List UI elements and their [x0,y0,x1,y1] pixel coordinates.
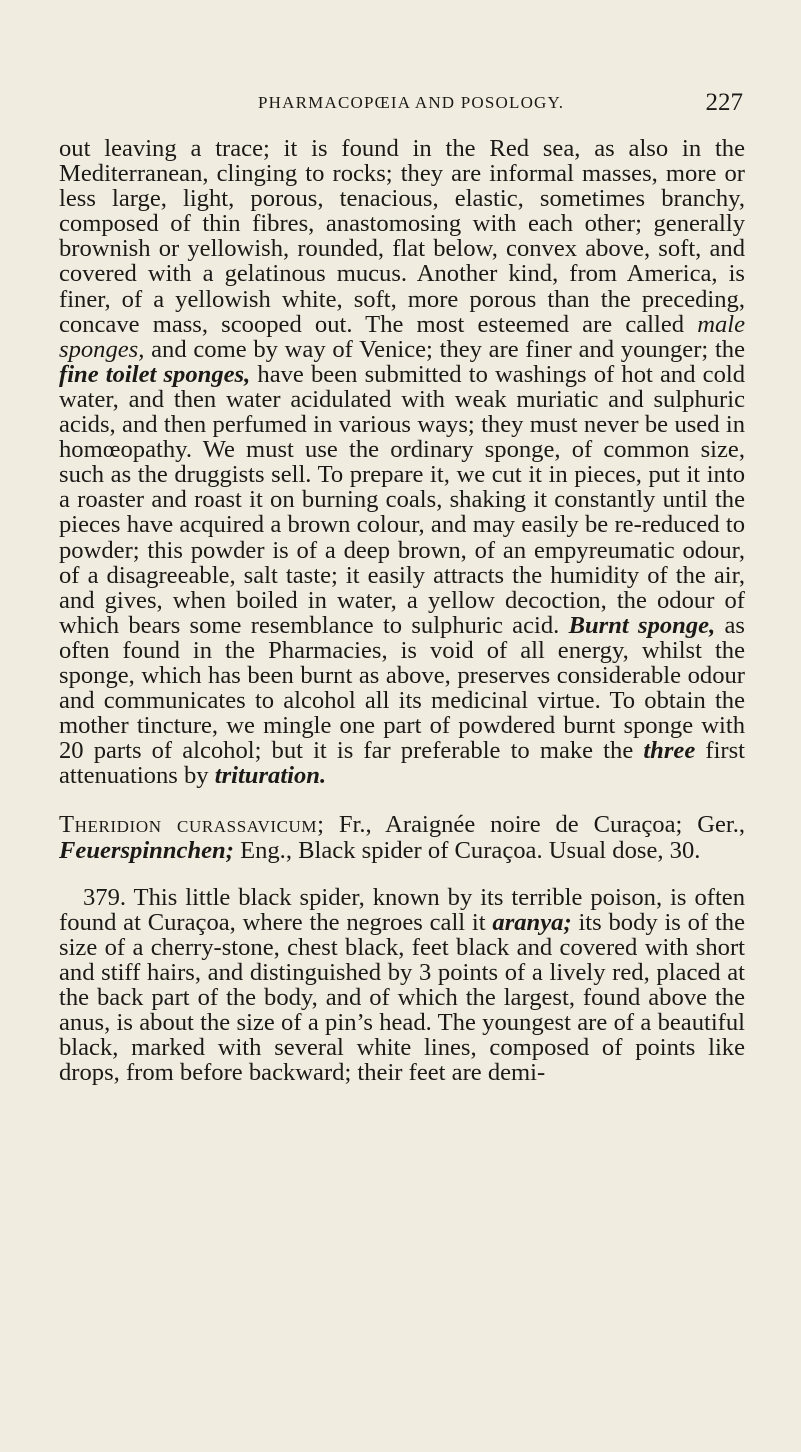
running-head [0,86,801,120]
italic-term: male sponges, [59,310,745,363]
text-run: out leaving a trace; it is found in the Red sea, as also in the Mediterranean, clinging to rocks; they are informal masses, more or less large, light, porous, tenacious, elastic, sometimes branchy, composed of thin fibres, anastomosing with each other; generally brownish or yellowish, rounded, flat below, convex above, soft, and covered with a gelatinous mucus. Another kind, from America, is finer, of a yellowish white, soft, more porous than the preceding, concave mass, scooped out. The most esteemed are called [59,135,745,338]
text-run: and come by way of Venice; they are finer and younger; the [144,335,745,363]
italic-term: Burnt sponge, [568,611,716,639]
text-run: first attenuations by [59,737,745,790]
text-run: Eng., Black spider of Curaçoa. Usual dose, 30. [233,836,701,864]
italic-term: aranya; [492,908,572,936]
text-run: ; Fr., Araignée noire de Curaçoa; Ger., [317,811,746,839]
text-run: its body is of the size of a cherry-stone, chest black, feet black and covered with short and stiff hairs, and distinguished by 3 points of a lively red, placed at the back part of the body, and of which the largest, found above the anus, is about the size of a pin’s head. The youngest are of a beautiful black, marked with several white lines, composed of points like drops, from before backward; their feet are demi- [59,908,746,1087]
text-run: as often found in the Pharmacies, is void of all energy, whilst the sponge, which has been burnt as above, preserves considerable odour and communicates to alcohol all its medicinal virtue. To obtain the mother tincture, we mingle one part of powdered burnt sponge with 20 parts of alcohol; but it is far preferable to make the [59,611,745,765]
running-title: PHARMACOPŒIA AND POSOLOGY. [258,93,565,112]
italic-term: Feuerspinnchen; [59,836,234,864]
paragraph-sponge-continued [59,136,745,788]
remedy-entry-theridion [59,812,745,862]
paragraph-379 [59,885,745,1086]
italic-term: trituration. [214,762,327,790]
remedy-name: Theridion curassavicum [59,811,318,839]
text-run: have been submitted to washings of hot and cold water, and then water acidulated with weak muriatic and sulphuric acids, and then perfumed in various ways; they must never be used in homœopathy. We must use the ordinary sponge, of common size, such as the druggists sell. To prepare it, we cut it in pieces, put it into a roaster and roast it on burning coals, shaking it constantly until the pieces have acquired a brown colour, and may easily be re-reduced to powder; this powder is of a deep brown, of an empyreumatic odour, of a disagreeable, salt taste; it easily attracts the humidity of the air, and gives, when boiled in water, a yellow decoction, the odour of which bears some resemblance to sulphuric acid. [59,360,745,639]
italic-term: three [643,737,696,765]
italic-term: fine toilet sponges, [59,360,251,388]
body-text [59,136,745,1085]
page-number: 227 [705,89,743,116]
text-run: 379. This little black spider, known by its terrible poison, is often found at Curaçoa, where the negroes call it [59,883,745,936]
